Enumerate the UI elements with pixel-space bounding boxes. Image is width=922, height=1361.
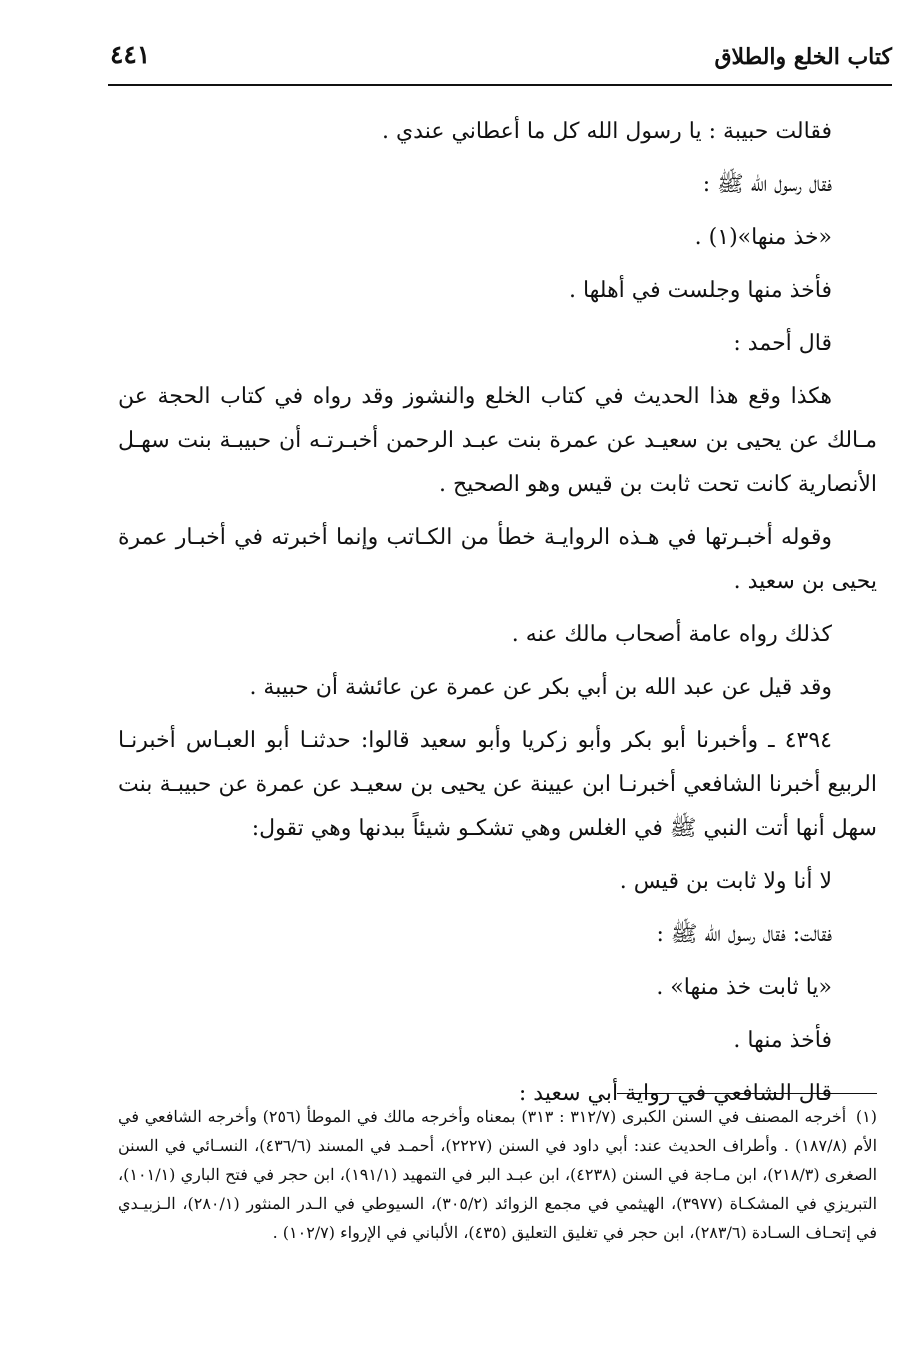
header-divider — [108, 84, 892, 86]
chapter-title: كتاب الخلع والطلاق — [714, 44, 892, 70]
footnote-text: أخرجه المصنف في السنن الكبرى (٣١٢/٧ : ٣١٣) بمعناه وأخرجه مالك في الموطأ (٢٥٦) وأخرجه الشافعي في الأم (١٨٧/٨) . وأطراف الحديث عند: أبي داود في السنن (٢٢٢٧)، أحمـد في المسند (٤٣٦/٦)، النسـائي في السنن الصغرى (٢١٨/٣)، ابن مـاجة في السنن (٤٢٣٨)، ابن عبـد البر في التمهيد (١٩١/١)، ابن حجر في فتح الباري (١٠١/١)، التبريزي في المشكـاة (٣٩٧٧)، الهيثمي في مجمع الزوائد (٣٠٥/٢)، السيوطي في الـدر المنثور (٢٨٠/١)، الـزبيـدي في إتحـاف السـادة (٢٨٣/٦)، ابن حجر في تغليق التعليق (٤٣٥)، الألباني في الإرواء (١٠٢/٧) . — [118, 1107, 878, 1242]
text-paragraph: فأخذ منها . — [733, 1028, 832, 1053]
text-paragraph: قال الشافعي في رواية أبي سعيد : — [518, 1081, 832, 1106]
text-paragraph: «يا ثابت خذ منها» . — [656, 975, 832, 1000]
main-text — [118, 110, 877, 1125]
footnotes — [118, 1102, 877, 1247]
text-paragraph: وقد قيل عن عبد الله بن أبي بكر عن عمرة عن عائشة أن حبيبة . — [249, 675, 832, 700]
text-paragraph: فقال رسول الله ﷺ : — [702, 172, 832, 197]
text-paragraph: فقالت: فقال رسول الله ﷺ : — [656, 922, 832, 947]
text-paragraph: كذلك رواه عامة أصحاب مالك عنه . — [511, 622, 832, 647]
footnote-item — [118, 1102, 877, 1247]
text-paragraph: وقوله أخبـرتها في هـذه الروايـة خطأ من الكـاتب وإنما أخبرته في أخبـار عمرة يحيى بن سعيد . — [118, 525, 877, 594]
text-paragraph: هكذا وقع هذا الحديث في كتاب الخلع والنشوز وقد رواه في كتاب الحجة عن مـالك عن يحيى بن سعيـد عن عمرة بنت عبـد الرحمن أخبـرتـه أن حبيبـة بنت سهـل الأنصارية كانت تحت ثابت بن قيس وهو الصحيح . — [118, 384, 877, 497]
page-number: ٤٤١ — [110, 40, 151, 69]
hadith-entry: ٤٣٩٤ ـ وأخبرنا أبو بكر وأبو زكريا وأبو سعيد قالوا: حدثنـا أبو العبـاس أخبرنـا الربيع أخبرنا الشافعي أخبرنـا ابن عيينة عن يحيى بن سعيـد عن عمرة عن حبيبـة بنت سهل أنها أتت النبي ﷺ في الغلس وهي تشكـو شيئاً ببدنها وهي تقول: — [118, 728, 877, 841]
footnote-divider — [617, 1093, 877, 1094]
footnote-marker: (١) — [855, 1107, 878, 1126]
running-header — [110, 38, 892, 86]
text-paragraph: قال أحمد : — [733, 331, 832, 356]
text-paragraph: فأخذ منها وجلست في أهلها . — [568, 278, 832, 303]
text-paragraph: فقالت حبيبة : يا رسول الله كل ما أعطاني عندي . — [381, 119, 832, 144]
text-paragraph: «خذ منها»(١) . — [694, 225, 832, 250]
text-paragraph: لا أنا ولا ثابت بن قيس . — [619, 869, 832, 894]
